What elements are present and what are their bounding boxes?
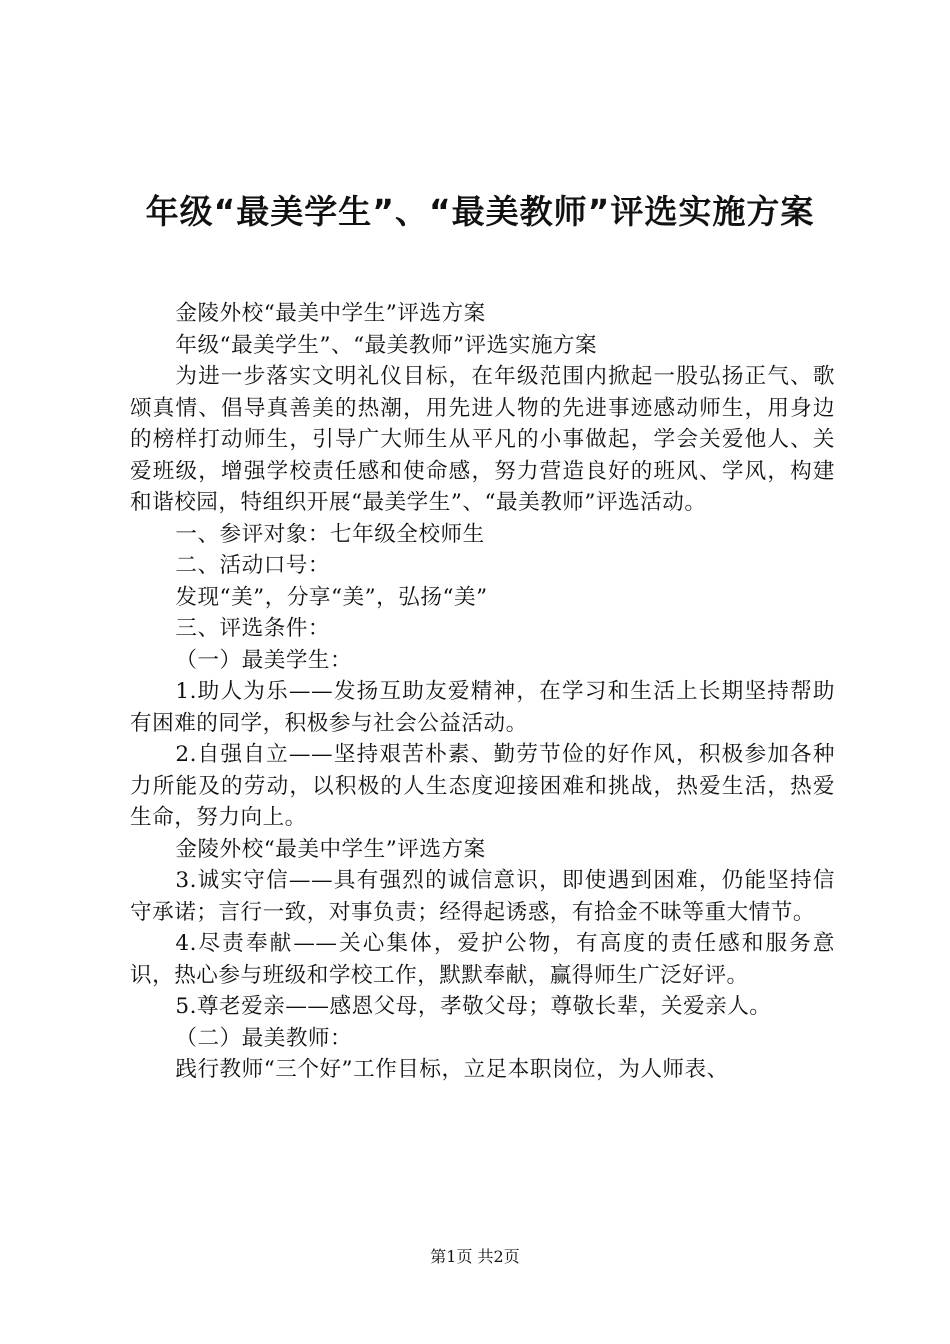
paragraph: 5.尊老爱亲——感恩父母，孝敬父母；尊敬长辈，关爱亲人。 [175,994,772,1019]
paragraph: （一）最美学生： [175,647,353,673]
paragraph: 1.助人为乐——发扬互助友爱精神，在学习和生活上长期坚持帮助有困难的同学，积极参与社会公益活动。 [130,679,835,736]
paragraph: 发现“美”，分享“美”，弘扬“美” [175,584,488,610]
paragraph: 为进一步落实文明礼仪目标，在年级范围内掀起一股弘扬正气、歌颂真情、倡导真善美的热潮，用先进人物的先进事迹感动师生，用身边的榜样打动师生，引导广大师生从平凡的小事做起，学会关爱他人、关爱班级，增强学校责任感和使命感，努力营造良好的班风、学风，构建和谐校园，特组织开展“最美学生”、“最美教师”评选活动。 [130,364,835,515]
paragraph: 金陵外校“最美中学生”评选方案 [175,301,486,326]
paragraph: （二）最美教师： [175,1025,353,1051]
paragraph: 践行教师“三个好”工作目标，立足本职岗位，为人师表、 [175,1057,729,1082]
paragraph: 3.诚实守信——具有强烈的诚信意识，即使遇到困难，仍能坚持信守承诺；言行一致，对事负责；经得起诱惑，有拾金不昧等重大情节。 [130,868,835,925]
paragraph: 二、活动口号： [175,553,331,578]
paragraph: 金陵外校“最美中学生”评选方案 [175,836,486,862]
document-title: 年级“最美学生”、“最美教师”评选实施方案 [145,192,815,231]
paragraph: 三、评选条件： [175,616,331,641]
paragraph: 年级“最美学生”、“最美教师”评选实施方案 [175,332,598,358]
paragraph: 一、参评对象：七年级全校师生 [175,521,485,547]
document-body [130,298,835,1086]
paragraph: 4.尽责奉献——关心集体，爱护公物，有高度的责任感和服务意识，热心参与班级和学校工作，默默奉献，赢得师生广泛好评。 [130,931,835,988]
paragraph: 2.自强自立——坚持艰苦朴素、勤劳节俭的好作风，积极参加各种力所能及的劳动，以积极的人生态度迎接困难和挑战，热爱生活，热爱生命，努力向上。 [130,742,835,830]
page-footer: 第1页 共2页 [430,1247,520,1266]
